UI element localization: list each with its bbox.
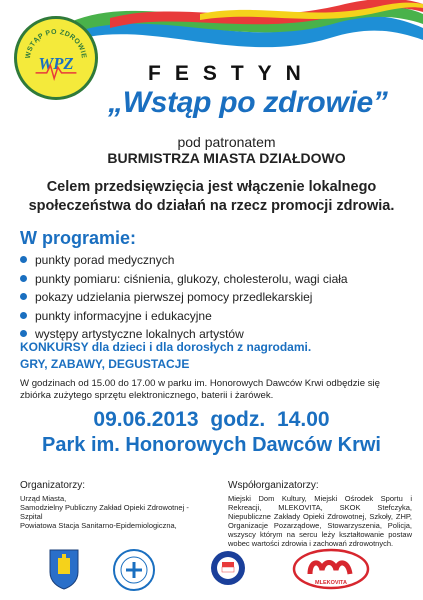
collection-info bbox=[20, 378, 405, 402]
goal-line: Celem przedsięwzięcia jest włączenie lokalnego bbox=[46, 179, 377, 195]
event-place: Park im. Honorowych Dawców Krwi bbox=[42, 434, 381, 456]
collection-line: zbiórka zużytego sprzętu elektronicznego, baterii i żarówek. bbox=[20, 390, 274, 401]
goal-line: społeczeństwa do działań na rzecz promocji zdrowia. bbox=[28, 198, 395, 214]
event-title: „Wstąp po zdrowie” bbox=[108, 86, 388, 119]
program-heading: W programie: bbox=[20, 228, 137, 248]
hospital-seal-icon bbox=[112, 548, 156, 592]
contests-line: GRY, ZABAWY, DEGUSTACJE bbox=[20, 357, 190, 371]
program-item: punkty porad medycznych bbox=[35, 253, 175, 267]
mlekovita-logo bbox=[292, 548, 370, 590]
collection-line: W godzinach od 15.00 do 17.00 w parku im. Honorowych Dawców Krwi odbędzie się bbox=[20, 378, 380, 389]
bullet-icon bbox=[20, 256, 27, 263]
sanitary-station-seal-icon bbox=[210, 548, 246, 590]
patronage-line: pod patronatem bbox=[177, 134, 276, 150]
bullet-icon bbox=[20, 330, 27, 337]
program-list bbox=[20, 251, 348, 344]
bullet-icon bbox=[20, 312, 27, 319]
program-item: występy artystyczne lokalnych artystów bbox=[35, 327, 244, 341]
list-item bbox=[20, 307, 348, 326]
organizer-line: Urząd Miasta, bbox=[20, 494, 67, 503]
program-item: punkty pomiaru: ciśnienia, glukozy, cholesterolu, wagi ciała bbox=[35, 271, 348, 286]
mlekovita-wordmark: MLEKOVITA bbox=[315, 580, 347, 586]
list-item bbox=[20, 288, 348, 307]
bullet-icon bbox=[20, 293, 27, 300]
patronage-name: BURMISTRZA MIASTA DZIAŁDOWO bbox=[107, 150, 346, 166]
sponsor-logos bbox=[0, 548, 423, 593]
organizer-line: Powiatowa Stacja Sanitarno-Epidemiologiczna, bbox=[20, 521, 177, 530]
coorganizers-heading: Współorganizatorzy: bbox=[228, 480, 319, 491]
program-item: pokazy udzielania pierwszej pomocy przedlekarskiej bbox=[35, 290, 313, 304]
logo-monogram: WPZ bbox=[38, 54, 74, 74]
logo-ring-text: WSTĄP PO ZDROWIE bbox=[24, 28, 88, 60]
coorganizers-block bbox=[228, 480, 412, 548]
event-goal bbox=[0, 178, 423, 216]
event-datetime bbox=[0, 408, 423, 432]
list-item bbox=[20, 270, 348, 289]
coorganizers-text: Miejski Dom Kultury, Miejski Ośrodek Sportu i Rekreacji, MLEKOVITA, SKOK Stefczyka, Niepubliczne Zakłady Opieki Zdrowotnej, Szkoły, ZHP, Organizacje Pozarządowe, Stowarzyszenia, Policja, wszyscy którym na sercu leży kształtowanie postaw wobec wartości zdrowia i zachowań zdrowotnych. bbox=[228, 494, 412, 548]
event-logo bbox=[14, 16, 98, 100]
event-date: 09.06.2013 bbox=[93, 408, 199, 431]
program-item: punkty informacyjne i edukacyjne bbox=[35, 308, 212, 323]
contests-line: KONKURSY dla dzieci i dla dorosłych z nagrodami. bbox=[20, 340, 312, 354]
list-item bbox=[20, 251, 348, 270]
organizers-heading: Organizatorzy: bbox=[20, 480, 86, 491]
town-crest-icon bbox=[48, 548, 80, 590]
event-type: FESTYN bbox=[148, 62, 315, 85]
contests-info bbox=[20, 339, 311, 373]
organizers-block bbox=[20, 480, 210, 530]
event-time: godz. 14.00 bbox=[210, 408, 330, 431]
organizer-line: Samodzielny Publiczny Zakład Opieki Zdrowotnej - Szpital bbox=[20, 503, 189, 521]
bullet-icon bbox=[20, 275, 27, 282]
